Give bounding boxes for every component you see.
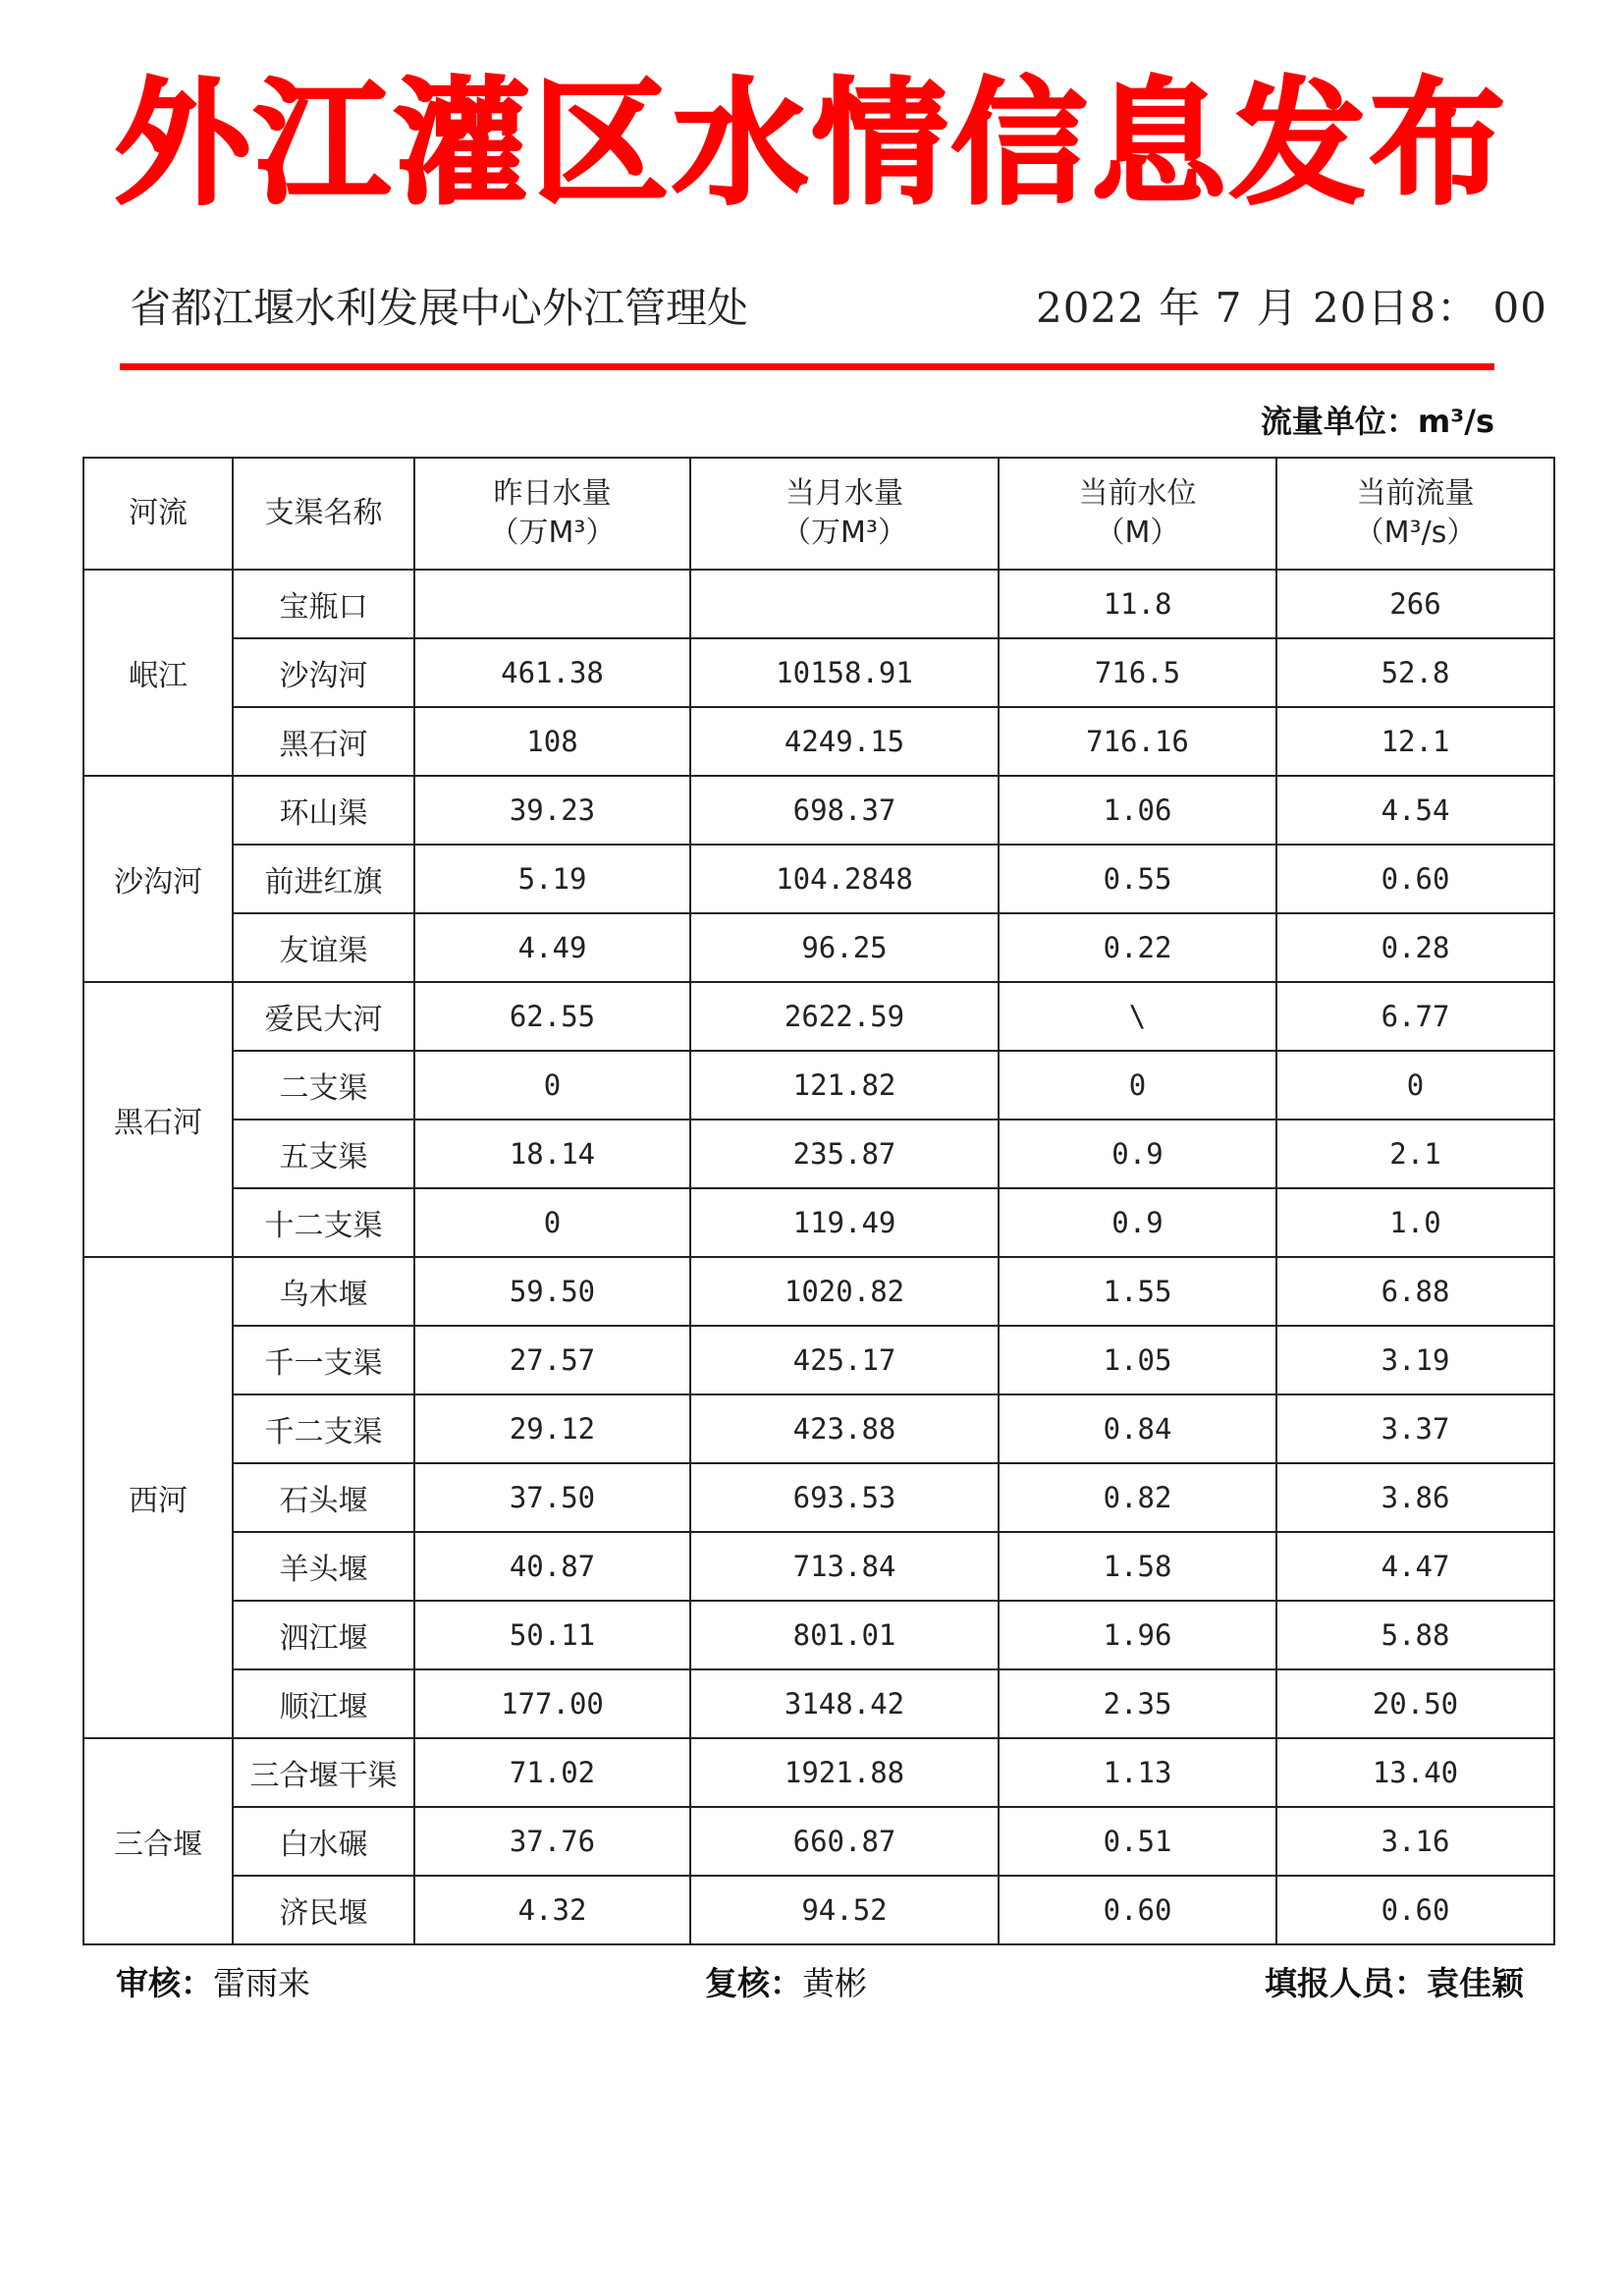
month-cell: 96.25 [690,913,999,982]
level-cell: 0.82 [999,1463,1276,1532]
header-flow-label: 当前流量 [1356,476,1475,511]
yesterday-cell: 4.49 [414,913,690,982]
branch-name-cell: 顺江堰 [233,1669,414,1738]
yesterday-cell: 62.55 [414,982,690,1051]
branch-name-cell: 石头堰 [233,1463,414,1532]
branch-name-cell: 环山渠 [233,776,414,845]
level-cell: 0.55 [999,845,1276,913]
header-level-label: 当前水位 [1078,476,1197,511]
month-cell: 2622.59 [690,982,999,1051]
river-cell: 三合堰 [83,1738,233,1944]
yesterday-cell: 39.23 [414,776,690,845]
table-row [83,776,1554,845]
branch-name-cell: 二支渠 [233,1051,414,1120]
flow-cell: 5.88 [1276,1601,1554,1669]
table-row [83,845,1554,913]
month-cell: 4249.15 [690,707,999,776]
month-cell [690,570,999,638]
header-flow-unit: （M³/s） [1354,516,1477,550]
header-row [83,458,1554,570]
table-row [83,1188,1554,1257]
branch-name-cell: 前进红旗 [233,845,414,913]
yesterday-cell: 50.11 [414,1601,690,1669]
month-cell: 713.84 [690,1532,999,1601]
month-cell: 121.82 [690,1051,999,1120]
table-body [83,570,1554,1944]
yesterday-cell: 4.32 [414,1876,690,1944]
branch-name-cell: 泗江堰 [233,1601,414,1669]
filler-signature: 填报人员：袁佳颖 [1265,1964,1524,2002]
level-cell: 716.16 [999,707,1276,776]
flow-cell: 3.19 [1276,1326,1554,1394]
month-cell: 423.88 [690,1394,999,1463]
yesterday-cell: 5.19 [414,845,690,913]
river-cell: 黑石河 [83,982,233,1257]
page-title: 外江灌区水情信息发布 [114,65,1509,223]
branch-name-cell: 黑石河 [233,707,414,776]
yesterday-cell: 59.50 [414,1257,690,1326]
level-cell: 0.9 [999,1188,1276,1257]
river-cell: 岷江 [83,570,233,776]
yesterday-cell: 37.76 [414,1807,690,1876]
table-row [83,913,1554,982]
table-row [83,1257,1554,1326]
level-cell: 11.8 [999,570,1276,638]
flow-cell: 0.28 [1276,913,1554,982]
branch-name-cell: 千一支渠 [233,1326,414,1394]
table-row [83,638,1554,707]
table-row [83,1051,1554,1120]
flow-cell: 0 [1276,1051,1554,1120]
header-river: 河流 [83,458,233,570]
flow-cell: 1.0 [1276,1188,1554,1257]
branch-name-cell: 五支渠 [233,1120,414,1188]
level-cell: 0 [999,1051,1276,1120]
header-month-unit: （万M³） [782,516,907,550]
month-cell: 801.01 [690,1601,999,1669]
table-row [83,1394,1554,1463]
yesterday-cell: 177.00 [414,1669,690,1738]
flow-cell: 20.50 [1276,1669,1554,1738]
level-cell: 1.05 [999,1326,1276,1394]
header-yesterday-label: 昨日水量 [493,476,612,511]
publish-datetime: 2022 年 7 月 20日8： 00 [1036,284,1547,332]
month-cell: 235.87 [690,1120,999,1188]
month-cell: 693.53 [690,1463,999,1532]
branch-name-cell: 爱民大河 [233,982,414,1051]
header-flow [1276,458,1554,570]
table-row [83,1463,1554,1532]
flow-cell: 52.8 [1276,638,1554,707]
level-cell: 716.5 [999,638,1276,707]
level-cell: \ [999,982,1276,1051]
branch-name-cell: 友谊渠 [233,913,414,982]
level-cell: 1.55 [999,1257,1276,1326]
table-row [83,570,1554,638]
branch-name-cell: 三合堰干渠 [233,1738,414,1807]
month-cell: 10158.91 [690,638,999,707]
water-info-table [82,457,1555,1945]
yesterday-cell: 0 [414,1051,690,1120]
red-divider [120,363,1494,370]
yesterday-cell: 71.02 [414,1738,690,1807]
yesterday-cell [414,570,690,638]
yesterday-cell: 108 [414,707,690,776]
table-row [83,1601,1554,1669]
branch-name-cell: 济民堰 [233,1876,414,1944]
header-level [999,458,1276,570]
header-branch: 支渠名称 [233,458,414,570]
flow-unit-value: m³/s [1417,403,1494,440]
flow-cell: 3.16 [1276,1807,1554,1876]
header-yesterday [414,458,690,570]
level-cell: 0.84 [999,1394,1276,1463]
table-header [83,458,1554,570]
recheck-name: 黄彬 [802,1964,867,2002]
header-month [690,458,999,570]
recheck-signature [705,1964,867,2002]
table-row [83,1807,1554,1876]
issuer-name: 省都江堰水利发展中心外江管理处 [130,284,749,332]
table-row [83,1120,1554,1188]
month-cell: 3148.42 [690,1669,999,1738]
branch-name-cell: 宝瓶口 [233,570,414,638]
level-cell: 0.60 [999,1876,1276,1944]
month-cell: 119.49 [690,1188,999,1257]
flow-cell: 4.54 [1276,776,1554,845]
review-label: 审核： [116,1964,213,2002]
branch-name-cell: 沙沟河 [233,638,414,707]
flow-unit-label [1260,403,1494,440]
recheck-label: 复核： [705,1964,802,2002]
branch-name-cell: 乌木堰 [233,1257,414,1326]
flow-cell: 12.1 [1276,707,1554,776]
table-row [83,1738,1554,1807]
level-cell: 1.13 [999,1738,1276,1807]
flow-cell: 4.47 [1276,1532,1554,1601]
river-cell: 沙沟河 [83,776,233,982]
month-cell: 1020.82 [690,1257,999,1326]
flow-cell: 3.37 [1276,1394,1554,1463]
yesterday-cell: 40.87 [414,1532,690,1601]
level-cell: 0.9 [999,1120,1276,1188]
table-row [83,1326,1554,1394]
flow-unit-caption: 流量单位： [1260,403,1418,440]
flow-cell: 3.86 [1276,1463,1554,1532]
flow-cell: 13.40 [1276,1738,1554,1807]
branch-name-cell: 千二支渠 [233,1394,414,1463]
table-row [83,707,1554,776]
month-cell: 660.87 [690,1807,999,1876]
review-name: 雷雨来 [213,1964,310,2002]
yesterday-cell: 37.50 [414,1463,690,1532]
river-cell: 西河 [83,1257,233,1738]
level-cell: 1.58 [999,1532,1276,1601]
table-row [83,1876,1554,1944]
flow-cell: 266 [1276,570,1554,638]
month-cell: 698.37 [690,776,999,845]
yesterday-cell: 0 [414,1188,690,1257]
month-cell: 104.2848 [690,845,999,913]
branch-name-cell: 白水碾 [233,1807,414,1876]
month-cell: 425.17 [690,1326,999,1394]
yesterday-cell: 461.38 [414,638,690,707]
review-signature [116,1964,310,2002]
flow-cell: 0.60 [1276,845,1554,913]
yesterday-cell: 18.14 [414,1120,690,1188]
header-month-label: 当月水量 [785,476,903,511]
flow-cell: 0.60 [1276,1876,1554,1944]
level-cell: 0.51 [999,1807,1276,1876]
table-row [83,982,1554,1051]
flow-cell: 6.88 [1276,1257,1554,1326]
level-cell: 0.22 [999,913,1276,982]
header-yesterday-unit: （万M³） [489,516,616,550]
branch-name-cell: 十二支渠 [233,1188,414,1257]
level-cell: 1.06 [999,776,1276,845]
yesterday-cell: 29.12 [414,1394,690,1463]
header-level-unit: （M） [1095,516,1180,550]
table-row [83,1669,1554,1738]
month-cell: 1921.88 [690,1738,999,1807]
flow-cell: 6.77 [1276,982,1554,1051]
level-cell: 2.35 [999,1669,1276,1738]
branch-name-cell: 羊头堰 [233,1532,414,1601]
yesterday-cell: 27.57 [414,1326,690,1394]
month-cell: 94.52 [690,1876,999,1944]
table-row [83,1532,1554,1601]
flow-cell: 2.1 [1276,1120,1554,1188]
level-cell: 1.96 [999,1601,1276,1669]
